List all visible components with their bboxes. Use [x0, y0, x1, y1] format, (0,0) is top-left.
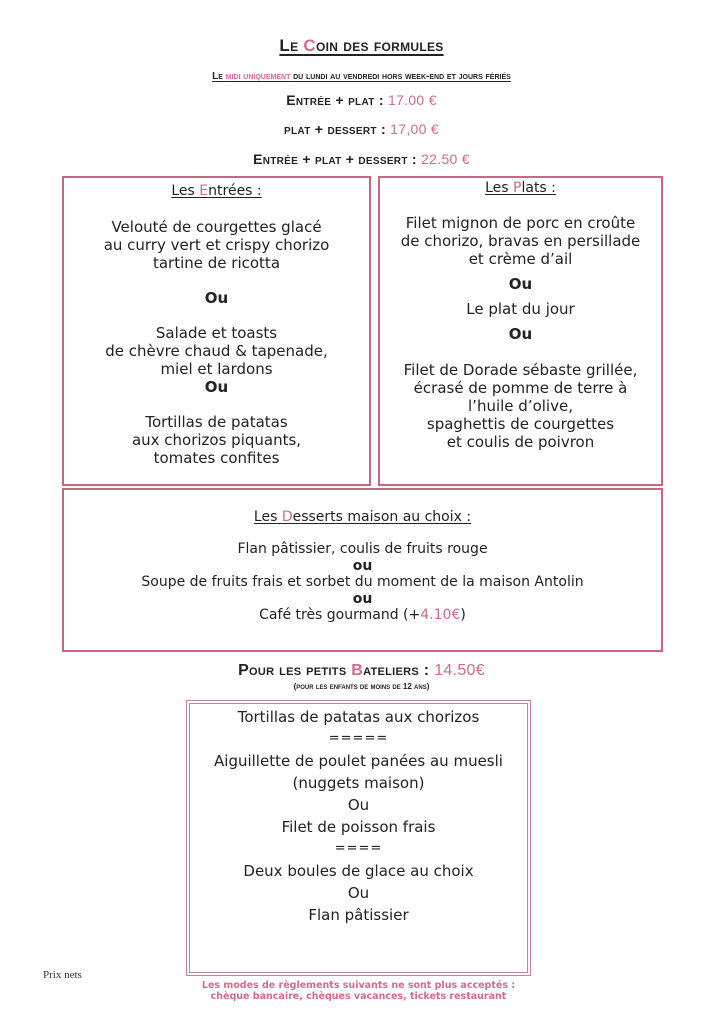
dessert-cafe-supplement: 4.10€ — [420, 607, 461, 623]
kids-menu-box — [186, 700, 531, 976]
plats-title-accent: P — [513, 180, 522, 196]
kids-heading-accent: B — [351, 662, 364, 679]
dish-line: l’huile d’olive, — [468, 397, 573, 415]
plats-box — [378, 176, 663, 486]
or-separator: Ou — [508, 325, 533, 343]
kids-dessert-glace: Deux boules de glace au choix — [243, 862, 474, 880]
plats-title-text: Les — [485, 180, 514, 196]
dish-line: de chorizo, bravas en persillade — [400, 232, 641, 250]
entrees-box — [62, 176, 371, 486]
dish-line: tomates confites — [153, 449, 280, 467]
formula-label: Entrée + plat : — [286, 92, 388, 108]
dessert-item-flan: Flan pâtissier, coulis de fruits rouge — [237, 541, 488, 557]
title-text: Le — [279, 36, 304, 55]
desserts-title — [64, 509, 661, 525]
subtitle-accent: midi uniquement — [225, 71, 291, 82]
or-separator: Ou — [204, 378, 229, 396]
dessert-item-cafe — [64, 607, 661, 624]
dessert-cafe-text: Café très gourmand (+ — [259, 607, 421, 623]
kids-main-nuggets: Aiguillette de poulet panées au muesli — [214, 752, 503, 770]
desserts-title-text-rest: esserts maison au choix : — [292, 509, 472, 525]
or-separator: Ou — [204, 289, 229, 307]
net-prices-note: Prix nets — [43, 969, 82, 981]
entrees-title-accent: E — [199, 183, 209, 199]
kids-main-poisson: Filet de poisson frais — [281, 818, 436, 836]
payment-notice-line: Les modes de règlements suivants ne sont plus acceptés : — [201, 980, 516, 991]
plats-title-text-rest: lats : — [521, 180, 556, 196]
dish-line: Filet de Dorade sébaste grillée, — [403, 361, 638, 379]
subtitle-text-rest: du lundi au vendredi hors week-end et jours fériés — [290, 71, 511, 82]
title-text-rest: oin des formules — [316, 36, 444, 55]
dish-line: aux chorizos piquants, — [131, 431, 302, 449]
subtitle-text: Le — [212, 71, 226, 82]
kids-menu-price: 14.50€ — [434, 662, 485, 679]
plat-item-plat-du-jour: Le plat du jour — [466, 300, 575, 318]
or-separator: Ou — [347, 884, 370, 902]
plats-title — [380, 180, 661, 196]
desserts-box — [62, 488, 663, 652]
formula-plat-dessert — [0, 121, 723, 137]
availability-subtitle — [0, 71, 723, 82]
kids-starter: Tortillas de patatas aux chorizos — [237, 708, 480, 726]
dish-line: écrasé de pomme de terre à — [413, 379, 628, 397]
plat-item-dorade — [380, 361, 661, 451]
dish-line: au curry vert et crispy chorizo — [103, 236, 330, 254]
formula-price: 17,00 € — [390, 121, 439, 137]
dish-line: miel et lardons — [160, 360, 273, 378]
formula-label: plat + dessert : — [284, 121, 391, 137]
kids-dessert-flan: Flan pâtissier — [308, 906, 409, 924]
desserts-title-text: Les — [253, 509, 282, 525]
kids-main-note: (nuggets maison) — [292, 774, 425, 792]
dish-line: et crème d’ail — [468, 250, 573, 268]
kids-heading-text: Pour les petits — [238, 662, 352, 679]
entree-item-veloute — [64, 218, 369, 272]
payment-notice-line: chèque bancaire, chèques vacances, tickets restaurant — [210, 991, 507, 1002]
or-separator: ou — [352, 591, 373, 607]
desserts-title-accent: D — [281, 509, 293, 525]
formula-entree-plat — [0, 92, 723, 108]
or-separator: Ou — [508, 275, 533, 293]
dish-line: Velouté de courgettes glacé — [111, 218, 322, 236]
formula-entree-plat-dessert — [0, 151, 723, 167]
title-accent: C — [303, 36, 316, 55]
dish-line: Tortillas de patatas — [145, 413, 288, 431]
entree-item-salade — [64, 324, 369, 378]
formula-price: 22.50 € — [421, 151, 470, 167]
course-separator: ===== — [328, 731, 389, 746]
or-separator: ou — [352, 558, 373, 574]
page-title — [0, 36, 723, 56]
plat-item-filet-mignon — [380, 214, 661, 268]
entree-item-tortillas — [64, 413, 369, 467]
dish-line: Salade et toasts — [155, 324, 278, 342]
kids-menu-heading — [0, 662, 723, 680]
entrees-title-text-rest: ntrées : — [208, 183, 262, 199]
dessert-item-soupe: Soupe de fruits frais et sorbet du moment de la maison Antolin — [141, 574, 584, 590]
kids-heading-text-rest: ateliers : — [363, 662, 435, 679]
or-separator: Ou — [347, 796, 370, 814]
entrees-title-text: Les — [171, 183, 200, 199]
dish-line: de chèvre chaud & tapenade, — [105, 342, 328, 360]
course-separator: ==== — [334, 841, 383, 856]
dish-line: Filet mignon de porc en croûte — [405, 214, 636, 232]
entrees-title — [64, 183, 369, 199]
dish-line: tartine de ricotta — [152, 254, 281, 272]
payment-notice — [186, 980, 531, 1002]
formula-label: Entrée + plat + dessert : — [253, 151, 422, 167]
dish-line: et coulis de poivron — [446, 433, 595, 451]
dessert-cafe-text-end: ) — [460, 607, 466, 623]
dish-line: spaghettis de courgettes — [426, 415, 615, 433]
kids-menu-subheading: (pour les enfants de moins de 12 ans) — [293, 682, 430, 691]
formula-price: 17.00 € — [387, 92, 437, 108]
